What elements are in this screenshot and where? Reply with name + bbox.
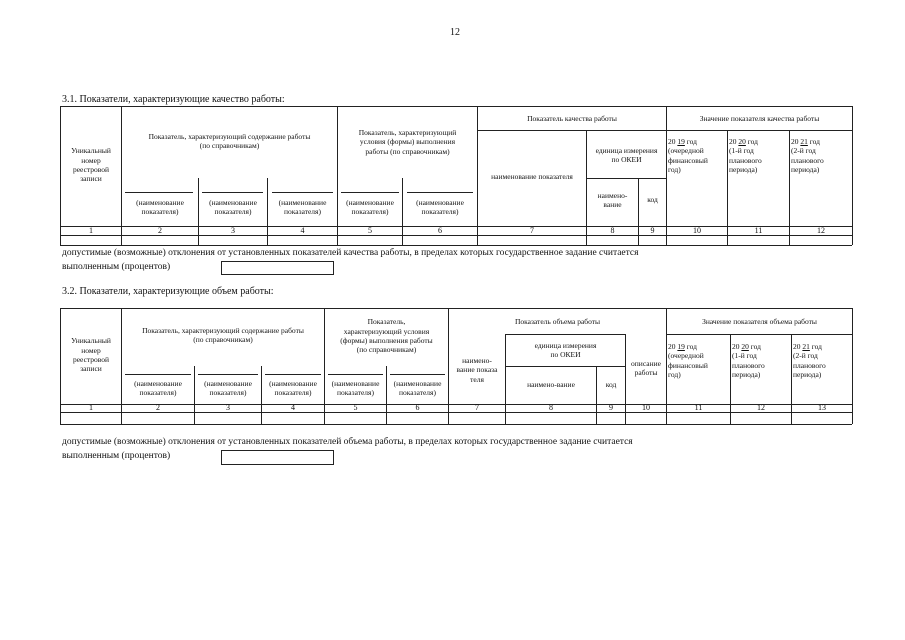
header-volume-value: Значение показателя объема работы — [702, 316, 817, 326]
col-number: 1 — [89, 225, 93, 235]
header-year-plan1: 20 20 год (1-й год планового периода) — [729, 136, 762, 174]
col-number: 11 — [694, 403, 703, 412]
subheader-name-col2: (наименование показателя) — [134, 378, 182, 397]
header-conditions-indicator: Показатель, характеризующий условия (формы) выполнения работы (по справочникам) — [340, 317, 433, 355]
section-3-2-title: 3.2. Показатели, характеризующие объем работы: — [62, 286, 274, 297]
col-number: 10 — [642, 403, 650, 412]
quality-tolerance-text: допустимые (возможные) отклонения от установленных показателей качества работы, в пределах которых государственное задание считается выполненным (процентов) — [62, 248, 639, 272]
header-unit-name: наимено- вание — [597, 190, 628, 209]
subheader-name-col5: (наименование показателя) — [331, 378, 380, 397]
quality-tolerance-input[interactable] — [221, 261, 334, 275]
header-unit-code: код — [647, 195, 658, 205]
header-conditions-indicator: Показатель, характеризующий условия (формы) выполнения работы (по справочникам) — [358, 127, 457, 156]
col-number: 9 — [650, 225, 655, 235]
col-number: 6 — [438, 225, 442, 235]
subheader-name-col2: (наименование показателя) — [136, 197, 184, 216]
col-number: 1 — [89, 403, 93, 412]
subheader-name-col6: (наименование показателя) — [393, 378, 442, 397]
header-quality-value: Значение показателя качества работы — [699, 113, 820, 123]
col-number: 5 — [353, 403, 358, 412]
col-number: 9 — [609, 403, 613, 412]
header-year-plan2: 20 21 год (2-й год планового периода) — [791, 136, 824, 174]
col-number: 7 — [530, 225, 534, 235]
header-year-current: 20 19 год (очередной финансовый год) — [668, 136, 708, 174]
col-number: 3 — [231, 225, 235, 235]
col-number: 8 — [610, 225, 615, 235]
header-unit-code: код — [605, 380, 617, 390]
col-number: 2 — [158, 225, 162, 235]
col-number: 8 — [549, 403, 553, 412]
header-year-current: 20 19 год (очередной финансовый год) — [668, 341, 708, 379]
col-number: 12 — [757, 403, 765, 412]
header-content-indicator: Показатель, характеризующий содержание работы (по справочникам) — [148, 131, 311, 150]
header-indicator-name: наименование показателя — [491, 172, 573, 182]
header-unit-okei: единица измерения по ОКЕИ — [595, 145, 658, 164]
header-unit-name: наимено-вание — [527, 380, 575, 390]
header-volume-indicator: Показатель объема работы — [514, 316, 601, 326]
header-content-indicator: Показатель, характеризующий содержание работы (по справочникам) — [142, 325, 304, 344]
col-number: 2 — [156, 403, 160, 412]
col-number: 10 — [693, 225, 701, 235]
subheader-name-col4: (наименование показателя) — [278, 197, 327, 216]
col-number: 12 — [817, 225, 825, 235]
header-indicator-name: наимено- вание показа теля — [456, 355, 498, 384]
header-unit-okei: единица измерения по ОКЕИ — [534, 340, 597, 359]
col-number: 4 — [291, 403, 295, 412]
subheader-name-col5: (наименование показателя) — [346, 197, 394, 216]
subheader-name-col6: (наименование показателя) — [416, 197, 464, 216]
col-number: 3 — [226, 403, 230, 412]
header-unique-record: Уникальный номер реестровой записи — [71, 336, 111, 374]
page-number: 12 — [450, 27, 460, 38]
header-year-plan1: 20 20 год (1-й год планового периода) — [732, 341, 765, 379]
col-number: 13 — [818, 403, 826, 412]
subheader-name-col3: (наименование показателя) — [204, 378, 252, 397]
col-number: 7 — [475, 403, 479, 412]
header-unique-record: Уникальный номер реестровой записи — [71, 146, 111, 184]
col-number: 4 — [300, 225, 305, 235]
subheader-name-col3: (наименование показателя) — [209, 197, 257, 216]
col-number: 5 — [368, 225, 372, 235]
col-number: 11 — [754, 225, 763, 235]
header-year-plan2: 20 21 год (2-й год планового периода) — [793, 341, 826, 379]
volume-tolerance-input[interactable] — [221, 450, 334, 465]
col-number: 6 — [415, 403, 420, 412]
volume-tolerance-text: допустимые (возможные) отклонения от установленных показателей объема работы, в пределах которых государственное задание считается выполненным (процентов) — [62, 437, 633, 461]
header-work-description: описание работы — [631, 358, 661, 377]
section-3-1-title: 3.1. Показатели, характеризующие качество работы: — [62, 94, 285, 105]
subheader-name-col4: (наименование показателя) — [269, 378, 317, 397]
header-quality-indicator: Показатель качества работы — [527, 113, 617, 123]
